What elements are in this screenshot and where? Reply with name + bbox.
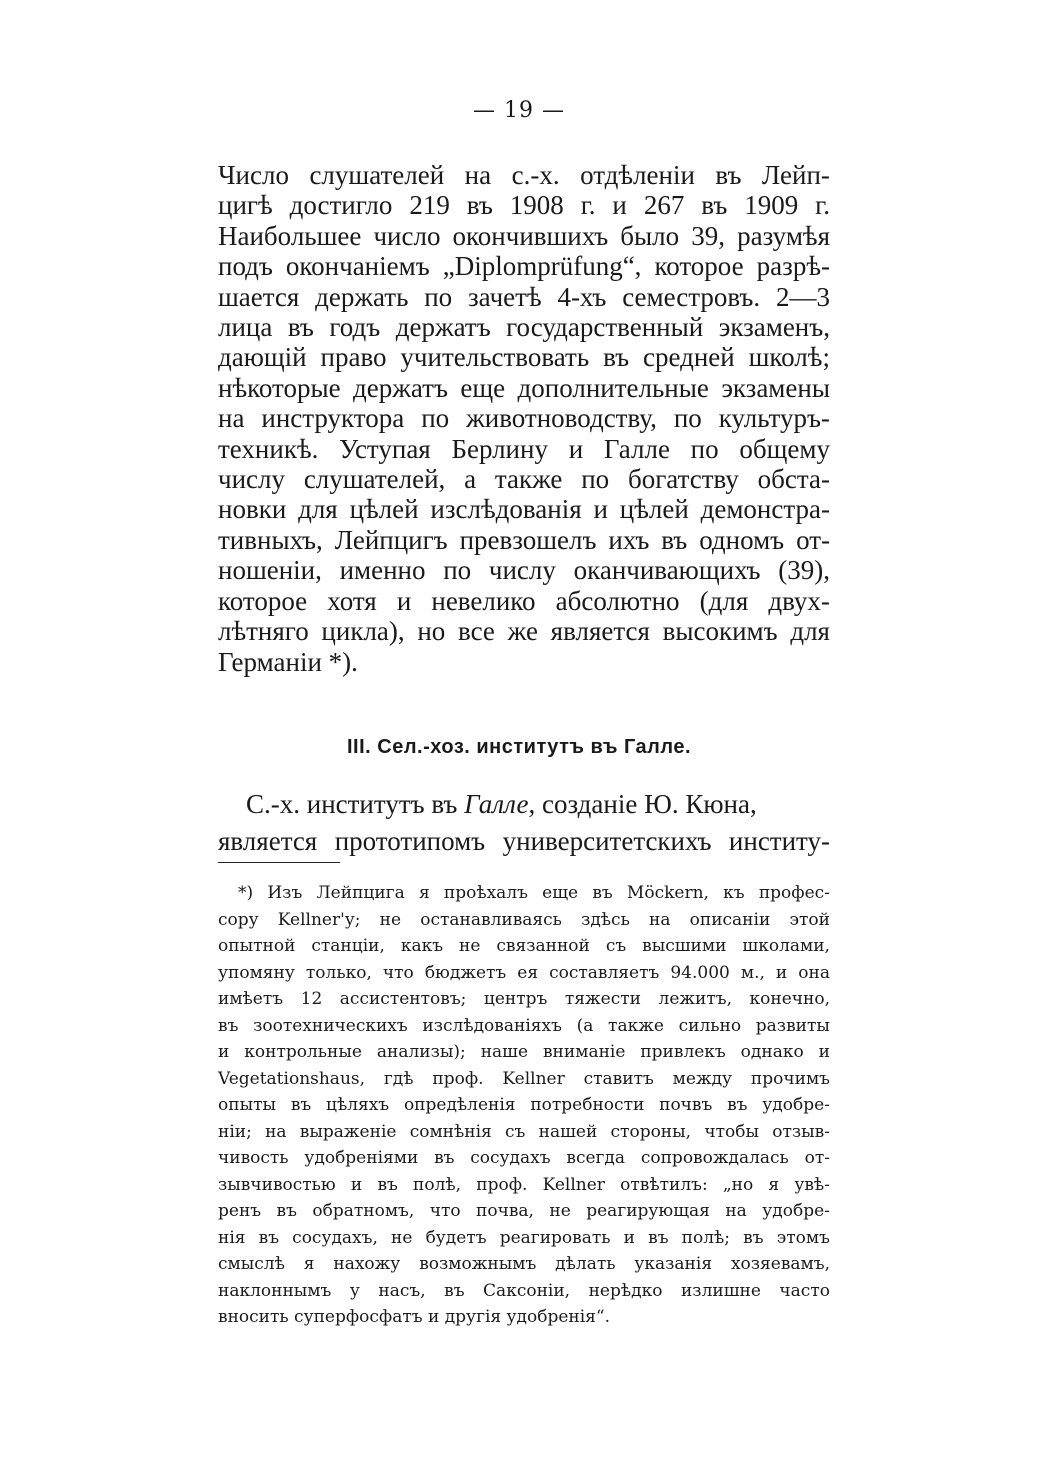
text-line bbox=[218, 160, 830, 190]
word: м., bbox=[740, 962, 765, 983]
word: Kellner'у; bbox=[277, 909, 361, 930]
word: указанія bbox=[634, 1254, 713, 1274]
word: не bbox=[379, 909, 402, 930]
word: стороны, bbox=[610, 1121, 692, 1142]
word: удобре- bbox=[762, 1095, 830, 1115]
word: проф. bbox=[476, 1174, 528, 1195]
word: упомяну bbox=[218, 962, 295, 983]
text-segment bbox=[246, 786, 757, 823]
word: еще bbox=[542, 883, 579, 903]
word: въ bbox=[377, 1174, 398, 1195]
word: цѣлей bbox=[349, 494, 419, 525]
footnote bbox=[218, 880, 830, 1331]
word: право bbox=[320, 342, 387, 373]
word: дѣлать bbox=[555, 1254, 616, 1274]
word: нерѣдко bbox=[588, 1280, 663, 1301]
footnote-line bbox=[218, 1013, 830, 1040]
word: анализы); bbox=[376, 1042, 466, 1062]
word: обста- bbox=[757, 464, 830, 495]
word: сосудахъ, bbox=[292, 1227, 378, 1248]
word: въ bbox=[603, 342, 630, 373]
word: Число bbox=[218, 160, 289, 190]
word: въ bbox=[444, 1280, 465, 1301]
word: ассистентовъ; bbox=[339, 989, 467, 1009]
word: зоотехническихъ bbox=[253, 1015, 408, 1036]
word: наше bbox=[480, 1042, 529, 1062]
word: и bbox=[593, 494, 608, 525]
word: и bbox=[350, 1174, 363, 1195]
word: она bbox=[798, 962, 830, 983]
text-line bbox=[218, 221, 830, 251]
word: въ bbox=[743, 1227, 764, 1248]
word: описаніи bbox=[689, 909, 771, 930]
footnote-line bbox=[218, 986, 830, 1013]
word: выраженіе bbox=[299, 1121, 397, 1142]
word: „Diplomprüfung“, bbox=[442, 251, 642, 282]
word: этомъ bbox=[776, 1227, 830, 1248]
word: г. bbox=[580, 190, 596, 221]
text-line bbox=[218, 823, 830, 860]
word: на bbox=[464, 160, 492, 190]
word: будетъ bbox=[425, 1227, 487, 1248]
footnote-line bbox=[218, 907, 830, 934]
word: школѣ; bbox=[748, 342, 830, 373]
word: новки bbox=[218, 494, 287, 525]
word: для bbox=[790, 616, 830, 647]
word: семестровъ. bbox=[622, 281, 761, 312]
word: почва, bbox=[476, 1201, 534, 1221]
word: 2—3 bbox=[775, 281, 830, 312]
word: у bbox=[349, 1280, 360, 1301]
word: (для bbox=[699, 585, 749, 616]
word: станціи, bbox=[311, 936, 385, 956]
section-paragraph bbox=[218, 786, 830, 860]
word: возможнымъ bbox=[419, 1254, 537, 1274]
word: въ bbox=[276, 1201, 297, 1221]
word: дополнительные bbox=[517, 372, 709, 403]
word: въ bbox=[434, 1148, 455, 1168]
word: сильно bbox=[678, 1015, 742, 1036]
text-line bbox=[218, 190, 830, 220]
word: Vegetationshaus, bbox=[218, 1068, 366, 1089]
word: привлекъ bbox=[640, 1042, 726, 1062]
word: оканчивающихъ bbox=[573, 555, 761, 586]
word: разумѣя bbox=[737, 220, 830, 251]
word: въ bbox=[592, 883, 613, 903]
word: только, bbox=[305, 962, 372, 983]
word: Möckern, bbox=[626, 883, 709, 903]
word: годъ bbox=[329, 312, 381, 343]
word: смыслѣ bbox=[218, 1254, 285, 1274]
word: все bbox=[458, 616, 495, 647]
word: число bbox=[373, 220, 441, 251]
word: ея bbox=[517, 962, 539, 983]
word: же bbox=[507, 616, 538, 647]
word: Берлину bbox=[451, 433, 548, 464]
italic-place-name: Галле bbox=[464, 789, 529, 819]
word: которое bbox=[218, 585, 308, 616]
word: отвѣтилъ: bbox=[620, 1174, 708, 1195]
word: экзамены bbox=[721, 372, 830, 403]
word: слушателей, bbox=[303, 464, 446, 495]
word: является bbox=[218, 826, 318, 856]
word: насъ, bbox=[378, 1280, 426, 1301]
text-line bbox=[218, 282, 830, 312]
word: изслѣдованіяхъ bbox=[422, 1015, 562, 1036]
word: 39, bbox=[691, 220, 725, 251]
word: въ bbox=[715, 160, 742, 190]
word: наклоннымъ bbox=[218, 1280, 332, 1301]
word: по bbox=[421, 403, 450, 434]
word: на bbox=[725, 1201, 747, 1221]
word: сопровождалась bbox=[640, 1148, 789, 1168]
text-line bbox=[218, 494, 830, 524]
word: и bbox=[775, 962, 788, 983]
word: проф. bbox=[432, 1068, 484, 1089]
word: часто bbox=[779, 1280, 830, 1301]
word: какъ bbox=[400, 936, 444, 956]
word: излишне bbox=[680, 1280, 761, 1301]
word: 1909 bbox=[744, 190, 799, 221]
word: по bbox=[581, 464, 610, 495]
word: 94.000 bbox=[670, 962, 730, 983]
word: тяжести bbox=[564, 989, 641, 1009]
word: центръ bbox=[483, 989, 548, 1009]
footnote-line bbox=[218, 1251, 830, 1278]
word: цикла), bbox=[321, 616, 405, 647]
word: достигло bbox=[289, 190, 393, 221]
word: цѣляхъ bbox=[326, 1095, 390, 1115]
word: также bbox=[494, 464, 563, 495]
word: окончаніемъ bbox=[285, 251, 430, 282]
word: и bbox=[218, 1042, 230, 1062]
word: въ bbox=[466, 190, 493, 221]
word: Галле bbox=[603, 433, 670, 464]
word: 4-хъ bbox=[557, 281, 607, 312]
word: на bbox=[265, 1121, 287, 1142]
word: удобреніями bbox=[304, 1148, 419, 1168]
word: подъ bbox=[218, 251, 273, 282]
word: невелико bbox=[431, 585, 536, 616]
word: ихъ bbox=[608, 524, 650, 555]
word: бюджетъ bbox=[424, 962, 507, 983]
word: что bbox=[382, 962, 414, 983]
word: дающій bbox=[218, 342, 307, 373]
word: хозяевамъ, bbox=[730, 1254, 830, 1274]
text-run: С.-х. институтъ въ bbox=[246, 789, 465, 819]
word: является bbox=[550, 616, 650, 647]
word: по bbox=[690, 433, 719, 464]
word: высокимъ bbox=[662, 616, 778, 647]
text-line bbox=[218, 525, 830, 555]
word: имѣетъ bbox=[218, 989, 284, 1009]
word: Наибольшее bbox=[218, 220, 362, 251]
section-heading: III. Сел.-хоз. институтъ въ Галле. bbox=[346, 736, 692, 758]
text-line bbox=[218, 312, 830, 342]
word: средней bbox=[643, 342, 735, 373]
word: сосудахъ bbox=[470, 1148, 551, 1168]
word: учительствовать bbox=[400, 342, 590, 373]
word: въ bbox=[218, 1015, 239, 1036]
word: обратномъ, bbox=[312, 1201, 415, 1221]
footnote-line bbox=[218, 1172, 830, 1199]
word: университетскихъ bbox=[502, 826, 712, 856]
word: по bbox=[673, 403, 702, 434]
word: я bbox=[303, 1254, 315, 1274]
word: 1908 bbox=[509, 190, 564, 221]
footnote-line bbox=[218, 1039, 830, 1066]
word: и bbox=[396, 585, 412, 616]
text-line bbox=[218, 434, 830, 464]
word: Изъ bbox=[267, 883, 303, 903]
word: всегда bbox=[566, 1148, 626, 1168]
word: реагировать bbox=[499, 1227, 611, 1248]
word: животноводству, bbox=[466, 403, 657, 434]
footnote-line bbox=[218, 933, 830, 960]
word: потребности bbox=[530, 1095, 645, 1115]
word: слушателей bbox=[309, 160, 445, 190]
word: въ bbox=[661, 524, 688, 555]
word: держатъ bbox=[395, 312, 491, 343]
word: 267 bbox=[643, 190, 685, 221]
word: государственный bbox=[506, 312, 704, 343]
word: двух- bbox=[768, 585, 830, 616]
word: и bbox=[568, 433, 584, 464]
word: не bbox=[549, 1201, 571, 1221]
word: экзаменъ, bbox=[718, 312, 830, 343]
word: лѣтняго bbox=[218, 616, 309, 647]
word: с.-х. bbox=[511, 160, 560, 190]
word: от- bbox=[796, 524, 830, 555]
word: не bbox=[391, 1227, 413, 1248]
word: Саксоніи, bbox=[483, 1280, 571, 1301]
word: высшими bbox=[642, 936, 727, 956]
word: я bbox=[768, 1174, 780, 1195]
word: этой bbox=[789, 909, 830, 930]
word: изслѣдованія bbox=[430, 494, 582, 525]
footnote-divider bbox=[218, 862, 340, 863]
word: отдѣленіи bbox=[580, 160, 695, 190]
word: увѣ- bbox=[794, 1174, 830, 1195]
word: удобре- bbox=[762, 1201, 830, 1221]
word: цигѣ bbox=[218, 190, 273, 221]
word: от- bbox=[804, 1148, 830, 1168]
text-line bbox=[218, 342, 830, 372]
word: шается bbox=[218, 281, 300, 312]
word: но bbox=[417, 616, 446, 647]
text-line bbox=[218, 251, 830, 281]
word: однако bbox=[740, 1042, 804, 1062]
word: профес- bbox=[758, 883, 830, 903]
word: отзыв- bbox=[772, 1121, 830, 1142]
word: еще bbox=[460, 372, 506, 403]
word: опыты bbox=[218, 1095, 277, 1115]
word: я bbox=[418, 883, 430, 903]
footnote-line bbox=[218, 1198, 830, 1225]
word: контрольные bbox=[244, 1042, 362, 1062]
text-line bbox=[218, 464, 830, 494]
word: Kellner bbox=[502, 1068, 565, 1089]
word: лица bbox=[218, 312, 273, 343]
word: на bbox=[218, 403, 245, 434]
text-line bbox=[218, 373, 830, 403]
word: между bbox=[672, 1068, 733, 1089]
word: въ bbox=[701, 190, 728, 221]
word: въ bbox=[287, 312, 314, 343]
word: полѣ, bbox=[413, 1174, 462, 1195]
word: ношеніи, bbox=[218, 555, 322, 586]
word: зачетѣ bbox=[468, 281, 542, 312]
word: что bbox=[429, 1201, 461, 1221]
word: окончившихъ bbox=[452, 220, 609, 251]
paragraph-main bbox=[218, 160, 830, 677]
word: лежитъ, bbox=[658, 989, 732, 1009]
word: демонстра- bbox=[700, 494, 830, 525]
word: развиты bbox=[755, 1015, 830, 1036]
footnote-line bbox=[218, 1066, 830, 1093]
footnote-line bbox=[218, 1119, 830, 1146]
footnote-line bbox=[218, 1278, 830, 1305]
word: въ bbox=[290, 1095, 312, 1115]
word: здѣсь bbox=[581, 909, 630, 930]
word: съ bbox=[605, 936, 627, 956]
word: держатъ bbox=[353, 372, 448, 403]
word: въ bbox=[258, 1227, 280, 1248]
text-run: , созданіе Ю. Кюна, bbox=[528, 789, 757, 819]
word: г. bbox=[815, 190, 830, 221]
word: въ bbox=[648, 1227, 669, 1248]
word: числу bbox=[218, 464, 285, 495]
word: ставитъ bbox=[583, 1068, 654, 1089]
word: одномъ bbox=[699, 524, 785, 555]
word: разрѣ- bbox=[756, 251, 830, 282]
footnote-line bbox=[218, 1225, 830, 1252]
word: сору bbox=[218, 909, 259, 930]
word: съ bbox=[505, 1121, 526, 1142]
word: Лейпцигъ bbox=[334, 524, 448, 555]
word: 12 bbox=[300, 989, 323, 1009]
word: Уступая bbox=[339, 433, 431, 464]
word: по bbox=[443, 555, 472, 586]
word: составляетъ bbox=[549, 962, 660, 983]
word: нашей bbox=[538, 1121, 598, 1142]
word: именно bbox=[339, 555, 426, 586]
text-line bbox=[218, 586, 830, 616]
word: опытной bbox=[218, 936, 296, 956]
page-number: — 19 — bbox=[473, 98, 565, 123]
text-line bbox=[218, 786, 830, 823]
word: и bbox=[612, 190, 627, 221]
word: ніи; bbox=[218, 1121, 252, 1142]
word: культуръ- bbox=[718, 403, 830, 434]
word: прочимъ bbox=[750, 1068, 830, 1089]
word: и bbox=[818, 1042, 830, 1062]
word: останавливаясь bbox=[420, 909, 562, 930]
word: также bbox=[608, 1015, 664, 1036]
word: хотя bbox=[327, 585, 377, 616]
word: нахожу bbox=[333, 1254, 401, 1274]
word: Kellner bbox=[542, 1174, 605, 1195]
word: цѣлей bbox=[619, 494, 689, 525]
word: богатству bbox=[628, 464, 739, 495]
word: техникѣ. bbox=[218, 433, 319, 464]
word: связанной bbox=[496, 936, 590, 956]
word: а bbox=[464, 464, 477, 495]
word: Лейп- bbox=[761, 160, 830, 190]
footnote-line bbox=[218, 1145, 830, 1172]
word: „но bbox=[722, 1174, 754, 1195]
word: ренъ bbox=[218, 1201, 262, 1221]
word: (39), bbox=[778, 555, 830, 586]
footnote-line bbox=[218, 1092, 830, 1119]
word: сомнѣнія bbox=[409, 1121, 492, 1142]
word: которое bbox=[654, 251, 744, 282]
word: полѣ; bbox=[681, 1227, 731, 1248]
word: реагирующая bbox=[586, 1201, 710, 1221]
word: 219 bbox=[409, 190, 450, 221]
word: вниманіе bbox=[542, 1042, 626, 1062]
text-line: Германіи *). bbox=[218, 646, 358, 677]
word: Лейпцига bbox=[316, 883, 405, 903]
word: на bbox=[649, 909, 671, 930]
word: къ bbox=[723, 883, 745, 903]
word: почвъ bbox=[659, 1095, 713, 1115]
word: въ bbox=[727, 1095, 748, 1115]
word: не bbox=[459, 936, 481, 956]
word: инструктора bbox=[261, 403, 405, 434]
word: абсолютно bbox=[555, 585, 680, 616]
word: и bbox=[623, 1227, 635, 1248]
word: школами, bbox=[742, 936, 830, 956]
text-line bbox=[218, 403, 830, 433]
text-line bbox=[218, 555, 830, 585]
word: зывчивостью bbox=[218, 1174, 336, 1195]
footnote-line: вносить суперфосфатъ и другія удобренія“. bbox=[218, 1307, 611, 1327]
word: институ- bbox=[728, 826, 830, 856]
word: нія bbox=[218, 1227, 246, 1248]
word: конечно, bbox=[749, 989, 830, 1009]
word: общему bbox=[739, 433, 830, 464]
footnote-line bbox=[218, 880, 830, 907]
word: проѣхалъ bbox=[443, 883, 528, 903]
word: по bbox=[424, 281, 453, 312]
word: превзошелъ bbox=[459, 524, 597, 555]
word: гдѣ bbox=[383, 1068, 414, 1089]
footnote-line bbox=[218, 960, 830, 987]
word: чивость bbox=[218, 1148, 289, 1168]
word: *) bbox=[238, 883, 254, 903]
word: опредѣленія bbox=[403, 1095, 516, 1115]
text-line bbox=[218, 616, 830, 646]
word: числу bbox=[488, 555, 556, 586]
word: для bbox=[298, 494, 338, 525]
word: держать bbox=[315, 281, 409, 312]
word: прототипомъ bbox=[334, 826, 486, 856]
word: чтобы bbox=[704, 1121, 759, 1142]
word: (а bbox=[576, 1015, 594, 1036]
word: нѣкоторые bbox=[218, 372, 341, 403]
word: тивныхъ, bbox=[218, 524, 323, 555]
word: было bbox=[620, 220, 680, 251]
